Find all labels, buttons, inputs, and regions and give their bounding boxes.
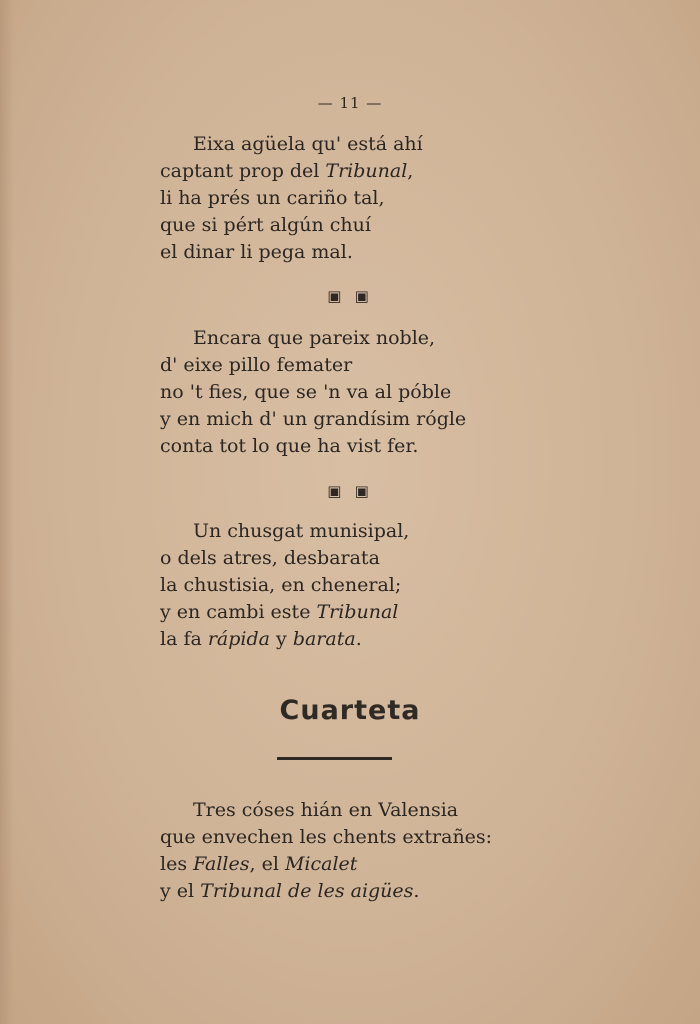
verse-italic-text: Falles [193,853,250,875]
title-underline-rule [277,757,392,760]
verse-text: no 't fies, que se 'n va al póble [160,381,452,403]
verse-text: , [407,160,414,182]
ornament-divider-1: ▣ ▣ [327,287,373,305]
verse-text: y en cambi este [160,601,317,623]
page-number: — 11 — [317,94,383,112]
verse-line [160,626,409,653]
verse-text: y en mich d' un grandísim rógle [160,408,467,430]
verse-italic-text: Micalet [284,853,358,875]
page-edge-shadow [0,0,14,1024]
verse-line [160,325,466,352]
verse-text: Tres cóses hián en Valensia [193,799,459,821]
stanza-1 [160,131,423,266]
verse-text: o dels atres, desbarata [160,547,380,569]
verse-text: y [269,628,293,650]
verse-line [160,878,492,905]
verse-text: li ha prés un cariño tal, [160,187,385,209]
verse-line [160,352,466,379]
verse-text: la fa [160,628,208,650]
verse-line [160,131,423,158]
verse-line [160,212,423,239]
verse-line [160,239,423,266]
verse-italic-text: barata [292,628,356,650]
verse-line [160,797,492,824]
verse-text: . [355,628,362,650]
ornament-divider-2: ▣ ▣ [327,482,373,500]
verse-text: les [160,853,194,875]
verse-line [160,185,423,212]
verse-text: que si pért algún chuí [160,214,371,236]
stanza-4 [160,797,492,905]
verse-text: conta tot lo que ha vist fer. [160,435,419,457]
verse-italic-text: Tribunal [325,160,408,182]
verse-text: . [413,880,420,902]
verse-line [160,158,423,185]
section-title: Cuarteta [279,695,421,726]
stanza-3 [160,518,409,653]
verse-line [160,824,492,851]
verse-text: captant prop del [160,160,326,182]
verse-text: el dinar li pega mal. [160,241,353,263]
verse-italic-text: Tribunal de les aigües [200,880,414,902]
verse-line [160,851,492,878]
verse-text: Encara que pareix noble, [193,327,436,349]
verse-line [160,518,409,545]
verse-text: Un chusgat munisipal, [193,520,410,542]
verse-text: Eixa agüela qu' está ahí [193,133,423,155]
verse-italic-text: rápida [207,628,270,650]
verse-text: que envechen les chents extrañes: [160,826,493,848]
verse-text: la chustisia, en cheneral; [160,574,402,596]
stanza-2 [160,325,466,460]
verse-line [160,599,409,626]
verse-text: d' eixe pillo femater [160,354,353,376]
verse-italic-text: Tribunal [316,601,399,623]
verse-line [160,379,466,406]
verse-line [160,406,466,433]
verse-text: y el [160,880,201,902]
verse-text: , el [249,853,285,875]
verse-line [160,545,409,572]
verse-line [160,572,409,599]
verse-line [160,433,466,460]
